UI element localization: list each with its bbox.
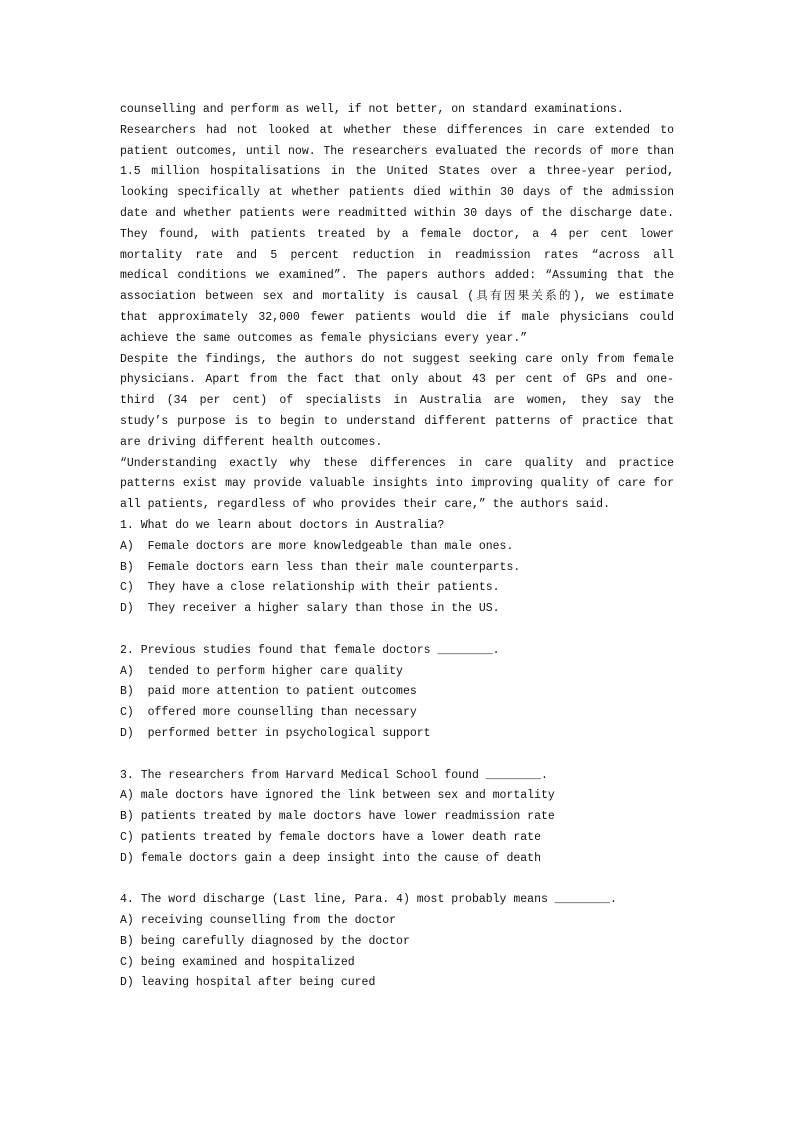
question [120, 890, 674, 994]
paragraph-line: date and whether patients were readmitted within 30 days of the discharge date. [120, 206, 674, 220]
question-stem: 1. What do we learn about doctors in Australia? [120, 518, 445, 532]
paragraph [120, 100, 674, 121]
question-stem: 4. The word discharge (Last line, Para. 4) most probably means ________. [120, 893, 617, 907]
paragraph-line: Researchers had not looked at whether these differences in care extended to [120, 123, 674, 137]
question-list [120, 516, 674, 994]
paragraph-line: association between sex and mortality is causal (具有因果关系的), we estimate [120, 290, 674, 304]
answer-option: D) They receiver a higher salary than those in the US. [120, 602, 500, 616]
paragraph [120, 121, 674, 350]
question [120, 516, 674, 620]
paragraph-line: Despite the findings, the authors do not suggest seeking care only from female [120, 352, 674, 366]
answer-option: B) Female doctors earn less than their male counterparts. [120, 560, 521, 574]
question [120, 641, 674, 745]
paragraph-line: medical conditions we examined”. The papers authors added: “Assuming that the [120, 269, 674, 283]
paragraph-line: that approximately 32,000 fewer patients would die if male physicians could [120, 310, 674, 324]
spacer [120, 620, 674, 641]
document-page [120, 100, 674, 994]
question [120, 766, 674, 870]
answer-option: A) male doctors have ignored the link between sex and mortality [120, 789, 555, 803]
paragraph-line: physicians. Apart from the fact that only about 43 per cent of GPs and one- [120, 373, 674, 387]
paragraph-line: all patients, regardless of who provides their care,” the authors said. [120, 498, 610, 512]
answer-option: B) patients treated by male doctors have lower readmission rate [120, 810, 555, 824]
paragraph-line: third (34 per cent) of specialists in Australia are women, they say the [120, 394, 674, 408]
spacer [120, 869, 674, 890]
paragraph-line: mortality rate and 5 percent reduction in readmission rates “across all [120, 248, 674, 262]
answer-option: C) being examined and hospitalized [120, 955, 355, 969]
paragraph-line: patterns exist may provide valuable insights into improving quality of care for [120, 477, 674, 491]
paragraph [120, 454, 674, 516]
answer-option: B) paid more attention to patient outcomes [120, 685, 417, 699]
paragraph-line: study’s purpose is to begin to understand different patterns of practice that [120, 414, 674, 428]
question-stem: 3. The researchers from Harvard Medical School found ________. [120, 768, 548, 782]
paragraph-line: They found, with patients treated by a female doctor, a 4 per cent lower [120, 227, 674, 241]
spacer [120, 745, 674, 766]
paragraph-line: “Understanding exactly why these differences in care quality and practice [120, 456, 674, 470]
answer-option: A) Female doctors are more knowledgeable than male ones. [120, 539, 514, 553]
paragraph-line: looking specifically at whether patients died within 30 days of the admission [120, 186, 674, 200]
answer-option: A) receiving counselling from the doctor [120, 914, 397, 928]
answer-option: C) They have a close relationship with their patients. [120, 581, 500, 595]
answer-option: C) patients treated by female doctors have a lower death rate [120, 830, 541, 844]
answer-option: B) being carefully diagnosed by the doctor [120, 934, 410, 948]
paragraph-line: counselling and perform as well, if not better, on standard examinations. [120, 103, 624, 116]
answer-option: D) leaving hospital after being cured [120, 976, 376, 990]
paragraph-line: patient outcomes, until now. The researchers evaluated the records of more than [120, 144, 674, 158]
answer-option: C) offered more counselling than necessary [120, 706, 417, 720]
answer-option: A) tended to perform higher care quality [120, 664, 403, 678]
question-stem: 2. Previous studies found that female doctors ________. [120, 643, 500, 657]
paragraph-line: 1.5 million hospitalisations in the United States over a three-year period, [120, 165, 674, 179]
answer-option: D) performed better in psychological support [120, 726, 431, 740]
paragraph [120, 350, 674, 454]
answer-option: D) female doctors gain a deep insight into the cause of death [120, 851, 541, 865]
paragraph-line: achieve the same outcomes as female physicians every year.” [120, 331, 528, 345]
paragraph-line: are driving different health outcomes. [120, 435, 383, 449]
reading-passage [120, 100, 674, 516]
